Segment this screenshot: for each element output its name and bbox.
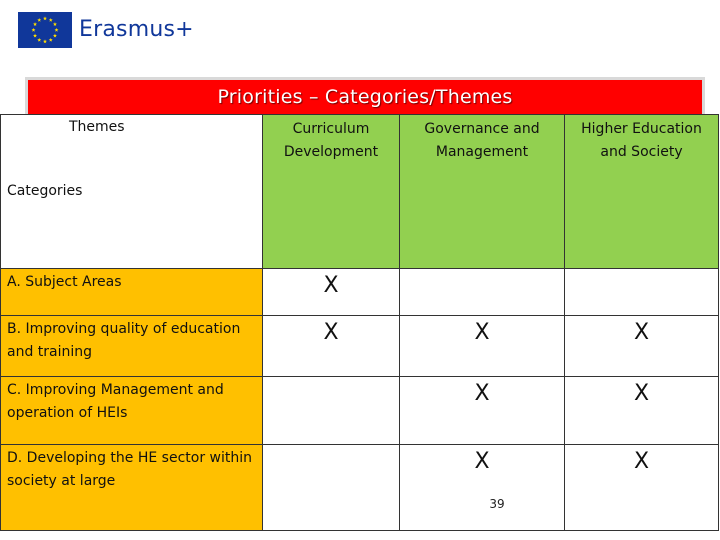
mark-cell xyxy=(263,377,400,445)
mark-cell-with-page-number xyxy=(400,445,565,531)
mark-cell: X xyxy=(263,316,400,377)
theme-header-governance: Governance and Management xyxy=(400,115,565,269)
theme-header-society: Higher Education and Society xyxy=(565,115,719,269)
mark-cell: X xyxy=(263,269,400,316)
mark-cell xyxy=(565,269,719,316)
page-number: 39 xyxy=(489,497,505,511)
slide-title: Priorities – Categories/Themes xyxy=(217,86,513,108)
category-c-label: C. Improving Management and operation of HEIs xyxy=(1,377,263,445)
table-header-row xyxy=(1,115,719,269)
mark-cell xyxy=(263,445,400,531)
table-row xyxy=(1,377,719,445)
mark-cell: X xyxy=(400,377,565,445)
mark-cell: X xyxy=(565,377,719,445)
header-corner-cell xyxy=(1,115,263,269)
themes-label: Themes xyxy=(69,119,125,135)
category-d-label: D. Developing the HE sector within society at large xyxy=(1,445,263,531)
category-a-label: A. Subject Areas xyxy=(1,269,263,316)
mark-cell: X xyxy=(565,445,719,531)
category-b-label: B. Improving quality of education and training xyxy=(1,316,263,377)
theme-header-curriculum: Curriculum Development xyxy=(263,115,400,269)
erasmus-logo xyxy=(18,12,194,48)
mark-cell: X xyxy=(565,316,719,377)
table-row xyxy=(1,316,719,377)
categories-label: Categories xyxy=(7,183,83,199)
mark: X xyxy=(474,449,490,474)
table-row xyxy=(1,269,719,316)
mark-cell xyxy=(400,269,565,316)
table-row xyxy=(1,445,719,531)
eu-flag-icon xyxy=(18,12,72,48)
logo-text: Erasmus+ xyxy=(79,17,194,42)
priorities-table xyxy=(0,114,719,531)
mark-cell: X xyxy=(400,316,565,377)
title-bar xyxy=(28,80,702,114)
